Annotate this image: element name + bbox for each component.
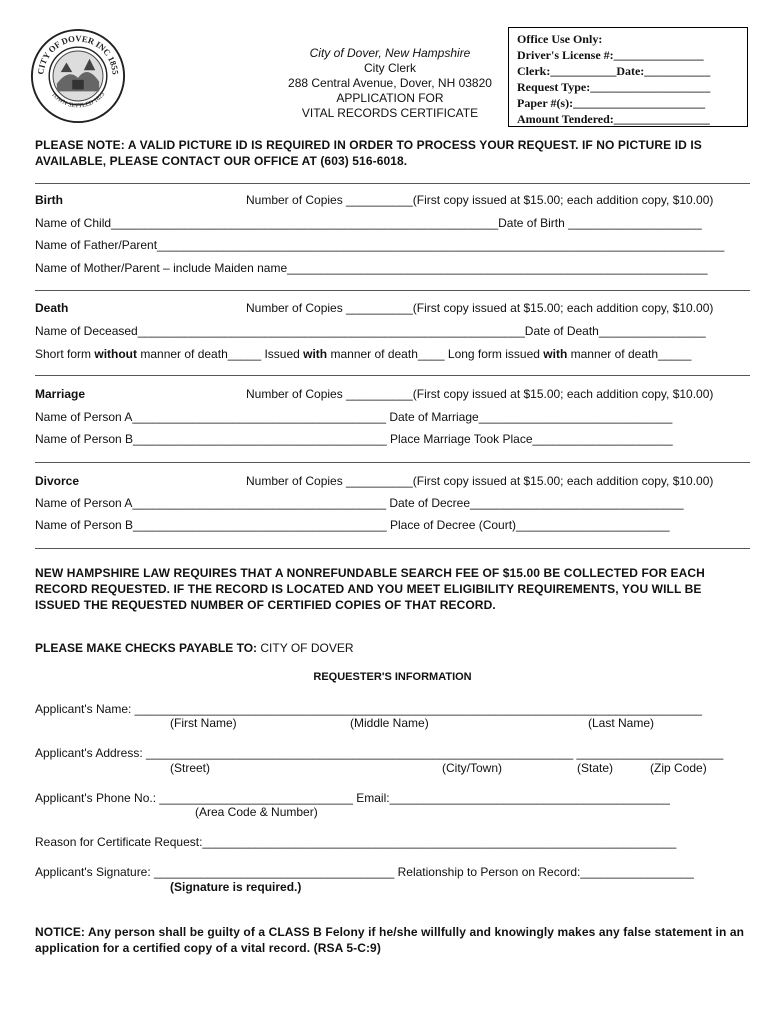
office-amount: Amount Tendered:________________ bbox=[517, 112, 710, 126]
office-request-type: Request Type:____________________ bbox=[517, 80, 711, 94]
office-license: Driver's License #:_______________ bbox=[517, 48, 704, 62]
marriage-copies[interactable]: Number of Copies __________(First copy issued at $15.00; each addition copy, $10.00) bbox=[246, 387, 714, 401]
search-fee-notice: NEW HAMPSHIRE LAW REQUIRES THAT A NONREFUNDABLE SEARCH FEE OF $15.00 BE COLLECTED FOR EACH RECORD REQUESTED. IF THE RECORD IS LOCATED AND YOU MEET ELIGIBILITY REQUIREMENTS, YOU WILL BE ISSUED THE REQUESTED NUMBER OF CERTIFIED COPIES OF THAT RECORD. bbox=[35, 566, 705, 612]
death-deceased-line[interactable]: Name of Deceased__________________________________________________________Date of Death________________ bbox=[35, 324, 706, 338]
svg-text:TOWN SETTLED 1623: TOWN SETTLED 1623 bbox=[49, 90, 107, 110]
marriage-person-b-line[interactable]: Name of Person B______________________________________ Place Marriage Took Place_____________________ bbox=[35, 432, 673, 446]
zip-label: (Zip Code) bbox=[650, 761, 707, 775]
divider bbox=[35, 290, 750, 291]
picture-id-note: PLEASE NOTE: A VALID PICTURE ID IS REQUIRED IN ORDER TO PROCESS YOUR REQUEST. IF NO PICTURE ID IS AVAILABLE, PLEASE CONTACT OUR OFFICE AT (603) 516-6018. bbox=[35, 138, 702, 168]
header-city: City of Dover, New Hampshire bbox=[309, 46, 471, 60]
divider bbox=[35, 548, 750, 549]
divorce-person-a-line[interactable]: Name of Person A______________________________________ Date of Decree________________________________ bbox=[35, 496, 684, 510]
header-office: City Clerk bbox=[363, 61, 416, 75]
office-title: Office Use Only: bbox=[517, 32, 603, 46]
text: with bbox=[543, 347, 568, 361]
death-title: Death bbox=[35, 301, 69, 315]
divorce-title: Divorce bbox=[35, 474, 80, 488]
requester-title: REQUESTER'S INFORMATION bbox=[313, 671, 472, 683]
birth-father-line[interactable]: Name of Father/Parent_____________________________________________________________________________________ bbox=[35, 238, 725, 252]
text: CITY OF DOVER bbox=[257, 641, 354, 655]
street-label: (Street) bbox=[170, 761, 211, 775]
form-header bbox=[270, 46, 510, 121]
checks-payable bbox=[35, 641, 354, 655]
applicant-name-line[interactable]: Applicant's Name: _____________________________________________________________________________________ bbox=[35, 702, 702, 716]
text: manner of death____ Long form issued bbox=[327, 347, 544, 361]
felony-notice: NOTICE: Any person shall be guilty of a CLASS B Felony if he/she willfully and knowingly makes any false statement in an application for a certified copy of a vital record. (RSA 5-C:9) bbox=[35, 925, 745, 955]
state-label: (State) bbox=[577, 761, 614, 775]
text: without bbox=[94, 347, 138, 361]
marriage-person-a-line[interactable]: Name of Person A______________________________________ Date of Marriage_____________________________ bbox=[35, 410, 673, 424]
death-form-line[interactable] bbox=[35, 347, 750, 362]
first-name-label: (First Name) bbox=[170, 716, 237, 730]
header-form-title: VITAL RECORDS CERTIFICATE bbox=[301, 106, 479, 120]
divider bbox=[35, 183, 750, 184]
middle-name-label: (Middle Name) bbox=[350, 716, 429, 730]
death-copies[interactable]: Number of Copies __________(First copy issued at $15.00; each addition copy, $10.00) bbox=[246, 301, 714, 315]
applicant-phone-line[interactable]: Applicant's Phone No.: _____________________________ Email:__________________________________________ bbox=[35, 791, 670, 805]
divider bbox=[35, 462, 750, 463]
text: manner of death_____ Issued bbox=[137, 347, 304, 361]
text: PLEASE MAKE CHECKS PAYABLE TO: bbox=[35, 641, 258, 655]
last-name-label: (Last Name) bbox=[588, 716, 655, 730]
text: Short form bbox=[35, 347, 95, 361]
text: with bbox=[303, 347, 328, 361]
divorce-copies[interactable]: Number of Copies __________(First copy issued at $15.00; each addition copy, $10.00) bbox=[246, 474, 714, 488]
applicant-address-line[interactable]: Applicant's Address: ________________________________________________________________ ______________________ bbox=[35, 746, 724, 760]
text: manner of death_____ bbox=[567, 347, 692, 361]
marriage-title: Marriage bbox=[35, 387, 86, 401]
birth-mother-line[interactable]: Name of Mother/Parent – include Maiden name_______________________________________________________________ bbox=[35, 261, 708, 275]
city-label: (City/Town) bbox=[442, 761, 503, 775]
signature-required-label: (Signature is required.) bbox=[170, 880, 302, 894]
birth-copies[interactable]: Number of Copies __________(First copy issued at $15.00; each addition copy, $10.00) bbox=[246, 193, 714, 207]
office-use-box bbox=[508, 27, 748, 127]
divorce-person-b-line[interactable]: Name of Person B______________________________________ Place of Decree (Court)_______________________ bbox=[35, 518, 670, 532]
header-application: APPLICATION FOR bbox=[336, 91, 444, 105]
svg-text:CITY OF DOVER INC 1855: CITY OF DOVER INC 1855 bbox=[35, 33, 121, 75]
divider bbox=[35, 375, 750, 376]
header-address: 288 Central Avenue, Dover, NH 03820 bbox=[288, 76, 492, 90]
birth-title: Birth bbox=[35, 193, 63, 207]
birth-child-line[interactable]: Name of Child__________________________________________________________Date of Birth ____________________ bbox=[35, 216, 702, 230]
office-clerk-date: Clerk:___________Date:___________ bbox=[517, 64, 711, 78]
signature-line[interactable]: Applicant's Signature: ____________________________________ Relationship to Person on Record:_________________ bbox=[35, 865, 694, 879]
city-seal-logo bbox=[30, 28, 126, 124]
reason-line[interactable]: Reason for Certificate Request:_______________________________________________________________________ bbox=[35, 835, 677, 849]
area-code-label: (Area Code & Number) bbox=[195, 805, 318, 819]
office-paper: Paper #(s):______________________ bbox=[517, 96, 706, 110]
